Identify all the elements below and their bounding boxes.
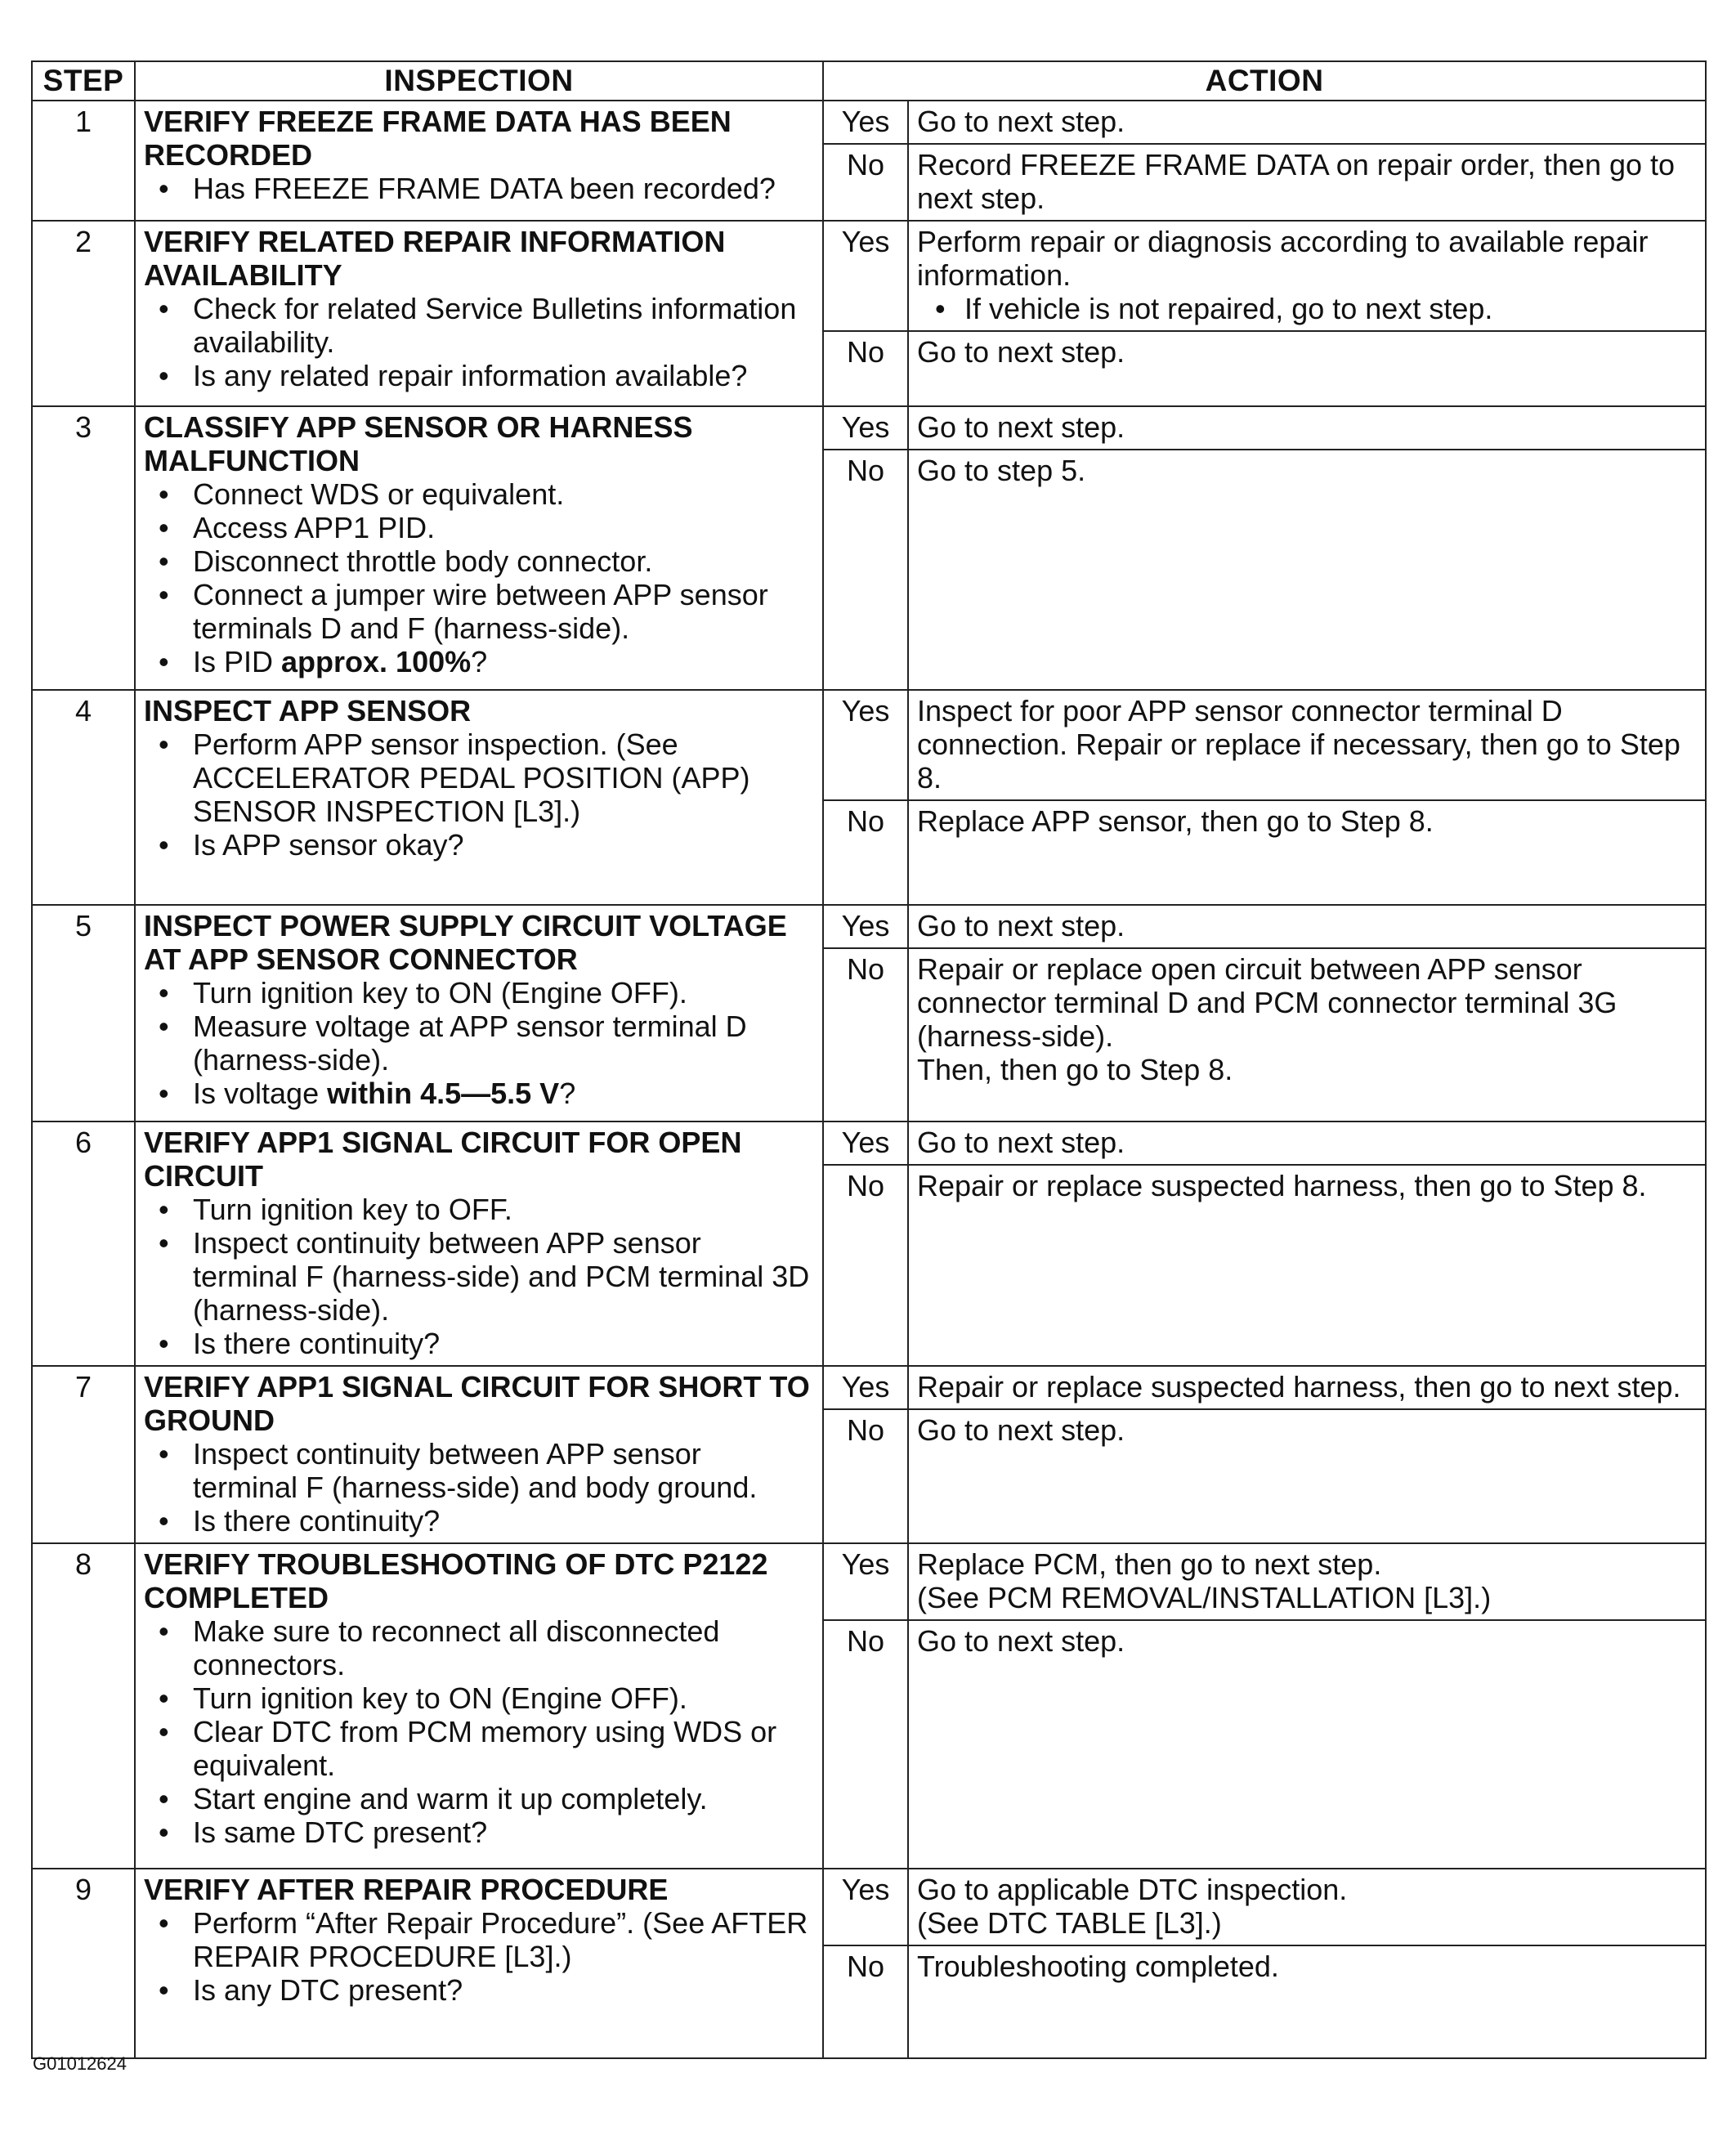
inspection-item-text: Start engine and warm it up completely. xyxy=(193,1782,708,1815)
inspection-cell xyxy=(135,690,823,905)
no-label: No xyxy=(823,1945,908,2058)
header-action: ACTION xyxy=(823,61,1706,101)
inspection-item xyxy=(193,1815,812,1849)
no-action xyxy=(908,800,1706,905)
step-number: 9 xyxy=(32,1869,135,2058)
step-number: 4 xyxy=(32,690,135,905)
step-row-yes xyxy=(32,905,1706,948)
no-action-text: Replace APP sensor, then go to Step 8. xyxy=(917,804,1434,838)
figure-id: G01012624 xyxy=(33,2053,127,2074)
inspection-item xyxy=(193,544,812,578)
inspection-list xyxy=(144,1906,812,2007)
step-row-yes xyxy=(32,101,1706,144)
inspection-title: VERIFY AFTER REPAIR PROCEDURE xyxy=(144,1873,669,1906)
inspection-item xyxy=(193,976,812,1010)
yes-action xyxy=(908,101,1706,144)
yes-action-subitem: • If vehicle is not repaired, go to next step. xyxy=(964,292,1697,325)
yes-action xyxy=(908,905,1706,948)
inspection-item-suffix: ? xyxy=(559,1077,576,1110)
inspection-item xyxy=(193,728,812,828)
inspection-item-text: Is same DTC present? xyxy=(193,1815,488,1849)
inspection-item-text: Perform “After Repair Procedure”. (See AFTER REPAIR PROCEDURE [L3].) xyxy=(193,1906,808,1973)
inspection-item-text: Is PID xyxy=(193,645,282,678)
inspection-cell xyxy=(135,1366,823,1543)
inspection-item-text: Is voltage xyxy=(193,1077,328,1110)
yes-action xyxy=(908,1543,1706,1620)
table-body xyxy=(32,101,1706,2058)
no-action-text: Go to next step. xyxy=(917,1413,1125,1447)
inspection-item xyxy=(193,1077,812,1110)
yes-label: Yes xyxy=(823,221,908,331)
yes-action xyxy=(908,690,1706,800)
no-action xyxy=(908,1409,1706,1543)
inspection-title: VERIFY APP1 SIGNAL CIRCUIT FOR OPEN CIRCUIT xyxy=(144,1126,742,1193)
inspection-title: VERIFY TROUBLESHOOTING OF DTC P2122 COMPLETED xyxy=(144,1547,768,1614)
step-number: 6 xyxy=(32,1121,135,1366)
step-row-yes xyxy=(32,221,1706,331)
inspection-item-text: Clear DTC from PCM memory using WDS or equivalent. xyxy=(193,1715,777,1782)
inspection-title: CLASSIFY APP SENSOR OR HARNESS MALFUNCTION xyxy=(144,410,693,477)
inspection-item xyxy=(193,359,812,392)
step-number: 7 xyxy=(32,1366,135,1543)
yes-action-text: Go to next step. xyxy=(917,1126,1125,1159)
inspection-item-text: Measure voltage at APP sensor terminal D (harness-side). xyxy=(193,1010,747,1077)
no-action xyxy=(908,948,1706,1121)
inspection-cell xyxy=(135,905,823,1121)
inspection-item-text: Inspect continuity between APP sensor terminal F (harness-side) and PCM terminal 3D (harness-side). xyxy=(193,1226,810,1327)
yes-action-text: Repair or replace suspected harness, then go to next step. xyxy=(917,1370,1681,1404)
procedure-sheet xyxy=(31,60,1705,2059)
no-action xyxy=(908,331,1706,406)
no-action-text: Troubleshooting completed. xyxy=(917,1950,1279,1983)
inspection-list xyxy=(144,477,812,678)
no-label: No xyxy=(823,144,908,221)
no-label: No xyxy=(823,450,908,690)
yes-action-text: Replace PCM, then go to next step. xyxy=(917,1547,1382,1581)
yes-action-text: Go to next step. xyxy=(917,105,1125,138)
inspection-item xyxy=(193,172,812,205)
inspection-list xyxy=(144,728,812,862)
header-inspection: INSPECTION xyxy=(135,61,823,101)
inspection-item-text: Is any DTC present? xyxy=(193,1973,463,2007)
no-action xyxy=(908,1165,1706,1366)
inspection-item xyxy=(193,1010,812,1077)
yes-action-text: Go to next step. xyxy=(917,909,1125,942)
inspection-item xyxy=(193,1504,812,1538)
inspection-item-text: Connect WDS or equivalent. xyxy=(193,477,565,511)
yes-action xyxy=(908,406,1706,450)
inspection-item-text: Turn ignition key to ON (Engine OFF). xyxy=(193,1681,687,1715)
yes-label: Yes xyxy=(823,406,908,450)
yes-action xyxy=(908,1869,1706,1945)
table-header-row xyxy=(32,61,1706,101)
inspection-title: VERIFY APP1 SIGNAL CIRCUIT FOR SHORT TO GROUND xyxy=(144,1370,810,1437)
inspection-item-text: Perform APP sensor inspection. (See ACCELERATOR PEDAL POSITION (APP) SENSOR INSPECTION [L3].) xyxy=(193,728,750,828)
inspection-item-value: approx. 100% xyxy=(281,645,472,678)
inspection-item-text: Is there continuity? xyxy=(193,1327,441,1360)
step-number: 8 xyxy=(32,1543,135,1869)
inspection-item xyxy=(193,828,812,862)
no-action-text: Repair or replace suspected harness, then go to Step 8. xyxy=(917,1169,1647,1202)
inspection-item xyxy=(193,1437,812,1504)
yes-action-reference: (See PCM REMOVAL/INSTALLATION [L3].) xyxy=(917,1581,1492,1614)
yes-label: Yes xyxy=(823,101,908,144)
step-row-yes xyxy=(32,406,1706,450)
step-row-yes xyxy=(32,690,1706,800)
inspection-item-text: Check for related Service Bulletins information availability. xyxy=(193,292,797,359)
inspection-item xyxy=(193,645,812,678)
inspection-cell xyxy=(135,1543,823,1869)
yes-label: Yes xyxy=(823,905,908,948)
inspection-item-value: within 4.5—5.5 V xyxy=(327,1077,560,1110)
inspection-cell xyxy=(135,1869,823,2058)
no-label: No xyxy=(823,1620,908,1869)
no-label: No xyxy=(823,948,908,1121)
no-action-text: Record FREEZE FRAME DATA on repair order, then go to next step. xyxy=(917,148,1676,215)
inspection-item xyxy=(193,1681,812,1715)
inspection-title: VERIFY RELATED REPAIR INFORMATION AVAILABILITY xyxy=(144,225,726,292)
inspection-item-text: Disconnect throttle body connector. xyxy=(193,544,653,578)
yes-action-text: Perform repair or diagnosis according to available repair information. xyxy=(917,225,1649,292)
inspection-item-text: Turn ignition key to OFF. xyxy=(193,1193,512,1226)
step-number: 2 xyxy=(32,221,135,406)
yes-label: Yes xyxy=(823,690,908,800)
inspection-item-text: Make sure to reconnect all disconnected connectors. xyxy=(193,1614,720,1681)
yes-action xyxy=(908,1366,1706,1409)
inspection-item xyxy=(193,1973,812,2007)
step-row-yes xyxy=(32,1543,1706,1620)
step-number: 1 xyxy=(32,101,135,221)
no-action-followup: Then, then go to Step 8. xyxy=(917,1053,1233,1086)
inspection-item xyxy=(193,477,812,511)
yes-action-reference: (See DTC TABLE [L3].) xyxy=(917,1906,1222,1940)
no-label: No xyxy=(823,1409,908,1543)
no-label: No xyxy=(823,800,908,905)
no-action xyxy=(908,1620,1706,1869)
yes-label: Yes xyxy=(823,1366,908,1409)
no-label: No xyxy=(823,331,908,406)
step-number: 5 xyxy=(32,905,135,1121)
yes-action-text: Go to applicable DTC inspection. xyxy=(917,1873,1348,1906)
inspection-item-suffix: ? xyxy=(471,645,488,678)
no-action-text: Go to next step. xyxy=(917,335,1125,369)
yes-action xyxy=(908,1121,1706,1165)
yes-action-text: Inspect for poor APP sensor connector terminal D connection. Repair or replace if necessary, then go to Step 8. xyxy=(917,694,1680,795)
no-action xyxy=(908,1945,1706,2058)
yes-label: Yes xyxy=(823,1869,908,1945)
inspection-item-text: Turn ignition key to ON (Engine OFF). xyxy=(193,976,687,1010)
no-action-text: Go to step 5. xyxy=(917,454,1086,487)
inspection-list xyxy=(144,1614,812,1849)
inspection-title: VERIFY FREEZE FRAME DATA HAS BEEN RECORDED xyxy=(144,105,732,172)
inspection-list xyxy=(144,172,812,205)
inspection-list xyxy=(144,1437,812,1538)
inspection-item-text: Is there continuity? xyxy=(193,1504,441,1538)
no-action xyxy=(908,144,1706,221)
yes-action xyxy=(908,221,1706,331)
inspection-item-text: Connect a jumper wire between APP sensor terminals D and F (harness-side). xyxy=(193,578,768,645)
yes-action-sublist xyxy=(917,292,1697,325)
inspection-cell xyxy=(135,101,823,221)
inspection-item xyxy=(193,1193,812,1226)
inspection-cell xyxy=(135,221,823,406)
inspection-title: INSPECT APP SENSOR xyxy=(144,694,472,728)
inspection-list xyxy=(144,292,812,392)
inspection-title: INSPECT POWER SUPPLY CIRCUIT VOLTAGE AT APP SENSOR CONNECTOR xyxy=(144,909,787,976)
troubleshooting-table xyxy=(31,60,1707,2059)
inspection-item xyxy=(193,578,812,645)
yes-label: Yes xyxy=(823,1121,908,1165)
no-action-text: Repair or replace open circuit between APP sensor connector terminal D and PCM connector terminal 3G (harness-side). xyxy=(917,952,1617,1053)
yes-action-text: Go to next step. xyxy=(917,410,1125,444)
step-row-yes xyxy=(32,1121,1706,1165)
inspection-item xyxy=(193,1906,812,1973)
no-label: No xyxy=(823,1165,908,1366)
no-action-text: Go to next step. xyxy=(917,1624,1125,1658)
inspection-item-text: Inspect continuity between APP sensor terminal F (harness-side) and body ground. xyxy=(193,1437,758,1504)
yes-label: Yes xyxy=(823,1543,908,1620)
header-step: STEP xyxy=(32,61,135,101)
inspection-item-text: Has FREEZE FRAME DATA been recorded? xyxy=(193,172,776,205)
inspection-item-text: Access APP1 PID. xyxy=(193,511,436,544)
inspection-item xyxy=(193,1327,812,1360)
inspection-item-text: Is APP sensor okay? xyxy=(193,828,464,862)
inspection-list xyxy=(144,976,812,1110)
inspection-item xyxy=(193,292,812,359)
inspection-item xyxy=(193,1226,812,1327)
no-action xyxy=(908,450,1706,690)
step-number: 3 xyxy=(32,406,135,690)
inspection-cell xyxy=(135,406,823,690)
step-row-yes xyxy=(32,1366,1706,1409)
inspection-list xyxy=(144,1193,812,1360)
step-row-yes xyxy=(32,1869,1706,1945)
inspection-item xyxy=(193,1614,812,1681)
inspection-item xyxy=(193,1715,812,1782)
inspection-item xyxy=(193,511,812,544)
inspection-cell xyxy=(135,1121,823,1366)
inspection-item xyxy=(193,1782,812,1815)
inspection-item-text: Is any related repair information available? xyxy=(193,359,748,392)
